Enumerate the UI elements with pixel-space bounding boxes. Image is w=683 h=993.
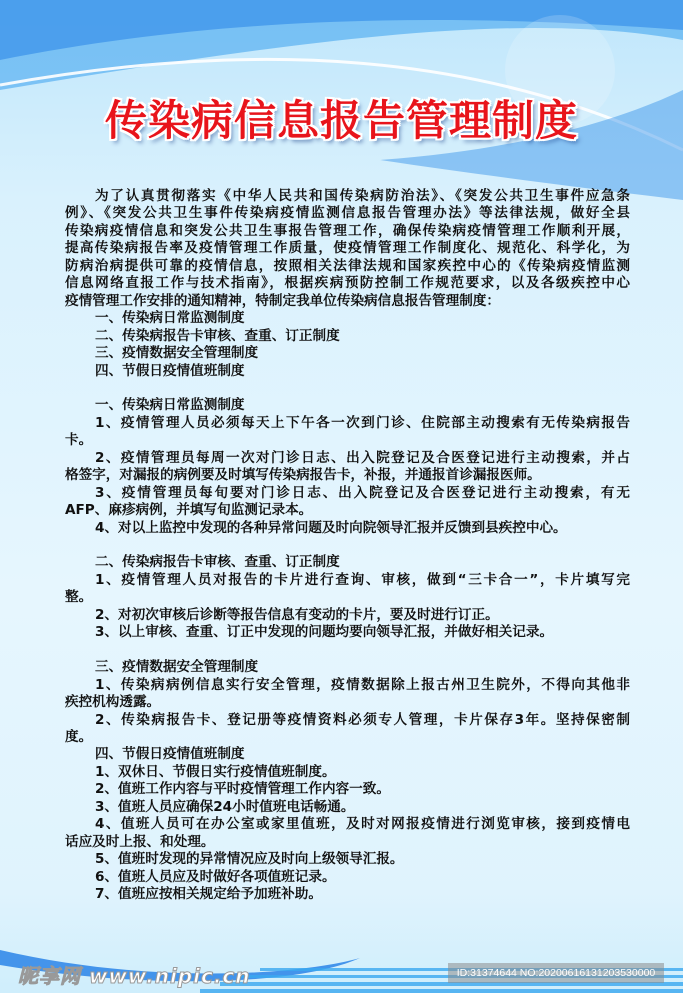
text-line: 度。 [65,729,93,745]
text-line: 三、疫情数据安全管理制度 [95,345,259,362]
text-line: 整。 [65,589,93,606]
text-line: 1、疫情管理人员必须每天上下午各一次到门诊、住院部主动搜索有无传染病报告 [95,414,630,431]
text-line: 2、疫情管理员每周一次对门诊日志、出入院登记及合医登记进行主动搜索，并占 [95,449,630,466]
paragraph [65,607,630,624]
blank-line [65,537,630,554]
text-line: 7、值班应按相关规定给予加班补助。 [95,886,322,903]
blank-line [65,380,630,397]
text-line: 信息网络直报工作与技术指南》，根据疾病预防控制工作规范要求，以及各级疾控中心 [65,275,630,292]
text-line: 1、疫情管理人员对报告的卡片进行查询、审核，做到“三卡合一”，卡片填写完 [95,571,630,588]
blank-line [65,642,630,659]
page-title: 传染病信息报告管理制度 [104,96,578,145]
text-line: 话应及时上报、和处理。 [65,833,215,850]
text-line: 4、值班人员可在办公室或家里值班，及时对网报疫情进行浏览审核，接到疫情电 [95,816,630,833]
text-line: 卡。 [65,432,93,449]
text-line: 四、节假日疫情值班制度 [95,746,245,763]
paragraph [65,328,630,345]
paragraph [65,572,630,607]
paragraph [65,310,630,327]
text-line: 二、传染病报告卡审核、查重、订正制度 [95,327,340,344]
paragraph [65,869,630,886]
image-id-label: ID:31374644 NO:20200616131203530000 [448,963,664,983]
document-body [65,188,630,904]
text-line: AFP、麻疹病例，并填写旬监测记录本。 [65,502,313,519]
text-line: 一、传染病日常监测制度 [95,397,245,414]
text-line: 例》、《突发公共卫生事件传染病疫情监测信息报告管理办法》等法律法规，做好全县 [65,205,630,222]
paragraph [65,450,630,485]
text-line: 传染病疫情信息和突发公共卫生事报告管理工作，确保传染病疫情管理工作顺利开展， [65,222,630,239]
paragraph [65,764,630,781]
text-line: 一、传染病日常监测制度 [95,310,245,327]
text-line: 为了认真贯彻落实《中华人民共和国传染病防治法》、《突发公共卫生事件应急条 [95,188,630,204]
text-line: 1、双休日、节假日实行疫情值班制度。 [95,763,336,780]
paragraph [65,397,630,414]
text-line: 2、传染病报告卡、登记册等疫情资料必须专人管理，卡片保存3年。坚持保密制 [95,711,630,728]
text-line: 3、值班人员应确保24小时值班电话畅通。 [95,798,355,815]
paragraph [65,363,630,380]
paragraph [65,554,630,571]
paragraph [65,188,630,310]
text-line: 二、传染病报告卡审核、查重、订正制度 [95,554,340,571]
paragraph [65,485,630,520]
paragraph [65,799,630,816]
watermark-logo: 昵享网 www.nipic.cn [18,964,251,988]
text-line: 防病治病提供可靠的疫情信息，按照相关法律法规和国家疾控中心的《传染病疫情监测 [65,257,630,274]
text-line: 四、节假日疫情值班制度 [95,362,245,379]
paragraph [65,415,630,450]
text-line: 1、传染病病例信息实行安全管理，疫情数据除上报古州卫生院外，不得向其他非 [95,676,630,693]
paragraph [65,886,630,903]
paragraph [65,345,630,362]
paragraph [65,624,630,641]
text-line: 三、疫情数据安全管理制度 [95,659,259,676]
text-line: 4、对以上监控中发现的各种异常问题及时向院领导汇报并反馈到县疾控中心。 [95,519,567,536]
text-line: 2、对初次审核后诊断等报告信息有变动的卡片，要及时进行订正。 [95,606,499,623]
paragraph [65,659,630,676]
paragraph [65,677,630,712]
text-line: 格签字，对漏报的病例要及时填写传染病报告卡，补报，并通报首诊漏报医师。 [65,467,541,484]
paragraph [65,712,630,747]
text-line: 提高传染病报告率及疫情管理工作质量，使疫情管理工作制度化、规范化、科学化，为 [65,240,630,257]
paragraph [65,816,630,851]
text-line: 2、值班工作内容与平时疫情管理工作内容一致。 [95,781,390,798]
paragraph [65,781,630,798]
paragraph [65,851,630,868]
text-line: 3、疫情管理员每旬要对门诊日志、出入院登记及合医登记进行主动搜索，有无 [95,484,630,501]
paragraph [65,520,630,537]
text-line: 5、值班时发现的异常情况应及时向上级领导汇报。 [95,851,404,868]
paragraph [65,746,630,763]
text-line: 疫情管理工作安排的通知精神，特制定我单位传染病信息报告管理制度： [65,292,500,309]
text-line: 疾控机构透露。 [65,694,161,711]
text-line: 3、以上审核、查重、订正中发现的问题均要向领导汇报，并做好相关记录。 [95,624,554,641]
text-line: 6、值班人员应及时做好各项值班记录。 [95,868,336,885]
